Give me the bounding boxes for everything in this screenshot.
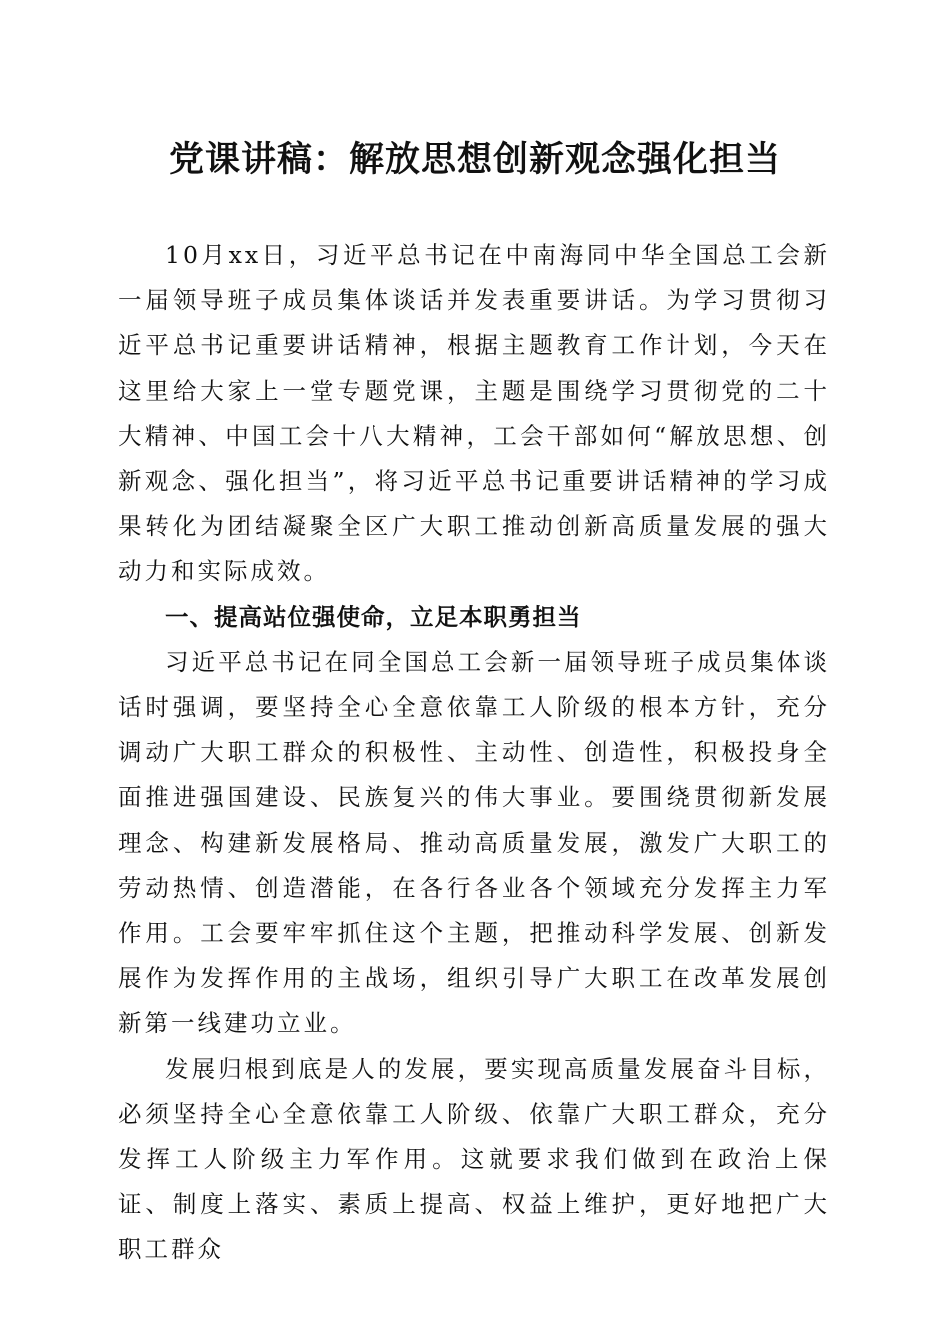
section-heading: 一、提高站位强使命，立足本职勇担当 (165, 602, 582, 631)
body-paragraph: 习近平总书记在同全国总工会新一届领导班子成员集体谈话时强调，要坚持全心全意依靠工人阶级的根本方针，充分调动广大职工群众的积极性、主动性、创造性，积极投身全面推进强国建设、民族复兴的伟大事业。要围绕贯彻新发展理念、构建新发展格局、推动高质量发展，激发广大职工的劳动热情、创造潜能，在各行各业各个领域充分发挥主力军作用。工会要牢牢抓住这个主题，把推动科学发展、创新发展作为发挥作用的主战场，组织引导广大职工在改革发展创新第一线建功立业。 (118, 647, 830, 1038)
document-title: 党课讲稿：解放思想创新观念强化担当 (168, 139, 781, 180)
document-body (118, 233, 830, 1273)
body-paragraph: 发展归根到底是人的发展，要实现高质量发展奋斗目标，必须坚持全心全意依靠工人阶级、依靠广大职工群众，充分发挥工人阶级主力军作用。这就要求我们做到在政治上保证、制度上落实、素质上提高、权益上维护，更好地把广大职工群众 (118, 1054, 830, 1264)
intro-paragraph: 10月xx日，习近平总书记在中南海同中华全国总工会新一届领导班子成员集体谈话并发表重要讲话。为学习贯彻习近平总书记重要讲话精神，根据主题教育工作计划，今天在这里给大家上一堂专题党课，主题是围绕学习贯彻党的二十大精神、中国工会十八大精神，工会干部如何“解放思想、创新观念、强化担当”，将习近平总书记重要讲话精神的学习成果转化为团结凝聚全区广大职工推动创新高质量发展的强大动力和实际成效。 (118, 241, 830, 586)
